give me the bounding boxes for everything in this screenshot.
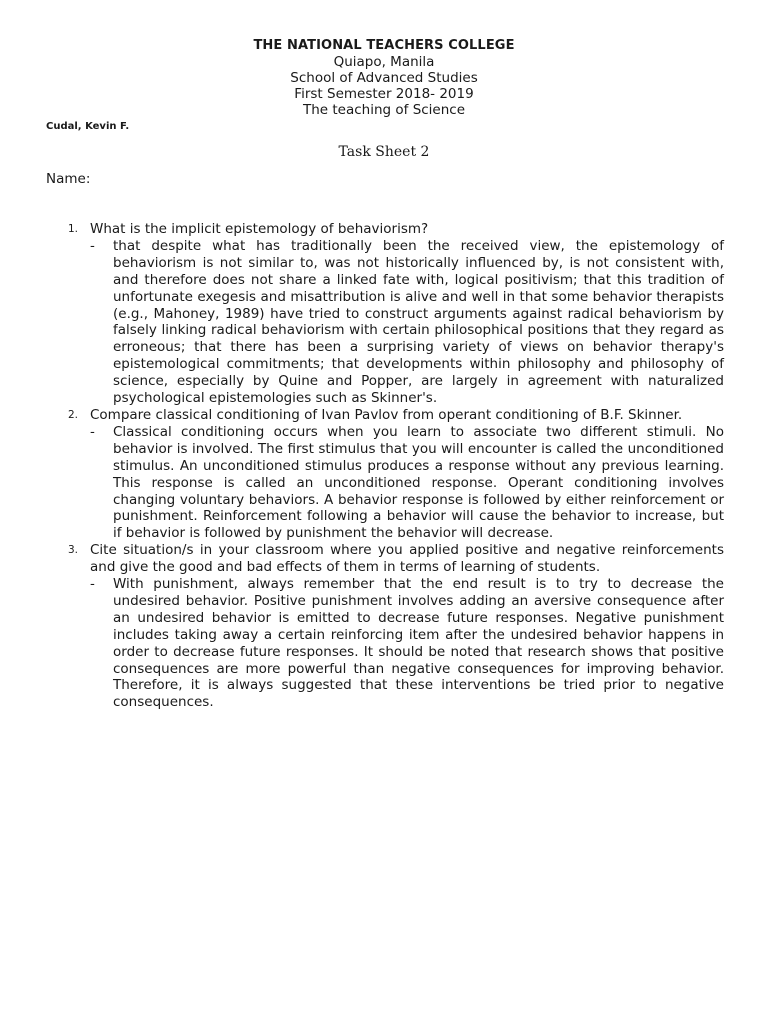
answer-bullet: - <box>90 423 95 440</box>
semester: First Semester 2018- 2019 <box>294 86 474 102</box>
answer-3 <box>68 576 724 711</box>
answer-text: With punishment, always remember that the end result is to try to decrease the undesired behavior. Positive punishment involves adding an aversive consequence after an undesired behavior is emitted to decrease future responses. Negative punishment includes taking away a certain reinforcing item after the undesired behavior happens in order to decrease future responses. It should be noted that research shows that positive consequences are more powerful than negative consequences for improving behavior. Therefore, it is always suggested that these interventions be tried prior to negative consequences. <box>113 576 724 711</box>
question-number: 1. <box>68 223 79 235</box>
course-name: The teaching of Science <box>302 102 466 118</box>
college-name: THE NATIONAL TEACHERS COLLEGE <box>253 38 515 53</box>
college-location: Quiapo, Manila <box>333 54 435 70</box>
question-list <box>68 221 724 711</box>
school-name: School of Advanced Studies <box>290 70 478 86</box>
question-1 <box>68 221 724 238</box>
student-name: Cudal, Kevin F. <box>46 121 130 132</box>
task-title: Task Sheet 2 <box>338 144 430 160</box>
question-text: Cite situation/s in your classroom where you applied positive and negative reinforcements and give the good and bad effects of them in terms of learning of students. <box>90 542 724 576</box>
question-text: Compare classical conditioning of Ivan Pavlov from operant conditioning of B.F. Skinner. <box>90 406 683 423</box>
question-number: 3. <box>68 544 79 557</box>
name-label: Name: <box>46 171 91 187</box>
question-text: What is the implicit epistemology of behaviorism? <box>90 221 429 237</box>
answer-2 <box>68 424 724 542</box>
question-item-2 <box>68 407 724 542</box>
answer-1 <box>68 238 724 407</box>
answer-text: Classical conditioning occurs when you learn to associate two different stimuli. No behavior is involved. The first stimulus that you will encounter is called the unconditioned stimulus. An unconditioned stimulus produces a response without any previous learning. This response is called an unconditioned response. Operant conditioning involves changing voluntary behaviors. A behavior response is followed by either reinforcement or punishment. Reinforcement following a behavior will cause the behavior to increase, but if behavior is followed by punishment the behavior will decrease. <box>113 423 724 542</box>
question-item-1 <box>68 221 724 407</box>
answer-bullet: - <box>90 576 95 593</box>
question-number: 2. <box>68 408 79 421</box>
answer-text: that despite what has traditionally been the received view, the epistemology of behaviorism is not similar to, was not historically influenced by, is not consistent with, and therefore does not share a linked fate with, logical positivism; that this tradition of unfortunate exegesis and misattribution is alive and well in that some behavior therapists (e.g., Mahoney, 1989) have tried to construct arguments against radical behaviorism by falsely linking radical behaviorism with certain philosophical positions that they regard as erroneous; that there has been a surprising variety of views on behavior therapy's epistemological commitments; that developments within philosophy and philosophy of science, especially by Quine and Popper, are largely in agreement with naturalized psychological epistemologies such as Skinner's. <box>113 237 724 407</box>
document-header <box>0 38 768 118</box>
answer-bullet: - <box>90 237 95 254</box>
question-3 <box>68 542 724 576</box>
question-item-3 <box>68 542 724 711</box>
question-2 <box>68 407 724 424</box>
